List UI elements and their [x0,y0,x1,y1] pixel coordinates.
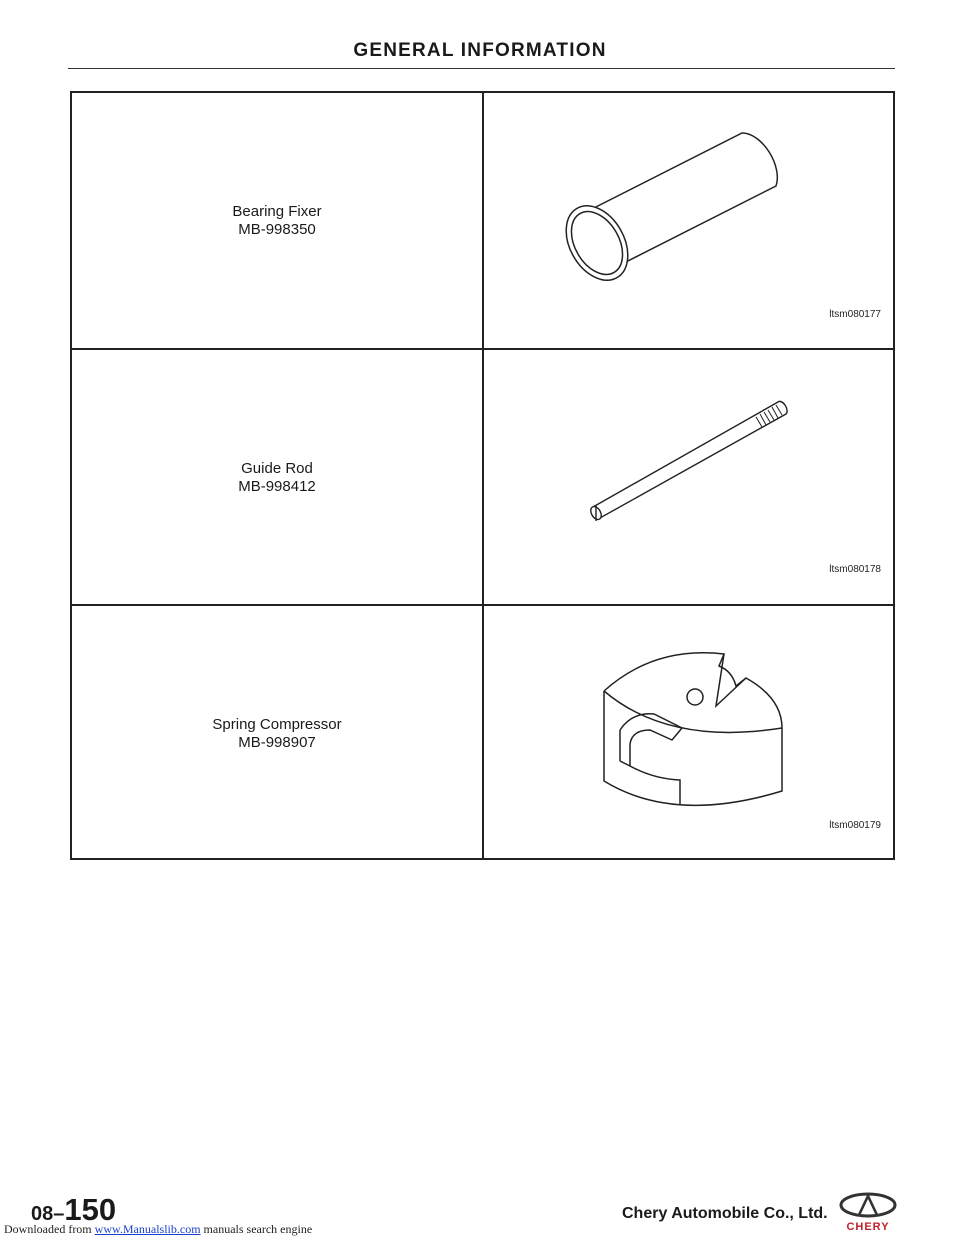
chery-logo [832,1191,904,1238]
image-code: ltsm080179 [829,820,881,831]
tool-image-cell [484,93,893,349]
page-section: 08– [31,1203,65,1225]
page-num: 150 [64,1192,117,1227]
tool-part-number: MB-998350 [238,221,316,238]
tool-row-spring-compressor [72,604,893,860]
tool-name: Guide Rod [241,460,313,477]
manualslib-link[interactable]: www.Manualslib.com [94,1222,201,1236]
tool-name-cell [72,350,484,604]
tool-name-cell [72,93,484,349]
tool-part-number: MB-998412 [238,478,316,495]
tool-name: Bearing Fixer [232,203,322,220]
download-footer [4,1222,312,1237]
tool-name: Spring Compressor [212,716,342,733]
chery-logo-icon [832,1191,904,1233]
download-suffix: manuals search engine [203,1222,313,1236]
tool-row-guide-rod [72,348,893,604]
special-tools-table [70,91,895,860]
logo-wordmark: CHERY [846,1221,890,1233]
header-rule [68,68,895,69]
company-name: Chery Automobile Co., Ltd. [622,1205,828,1222]
tool-name-cell [72,606,484,860]
tool-image-cell [484,606,893,860]
download-prefix: Downloaded from [4,1222,92,1236]
tool-label [72,716,482,752]
page-header-title: GENERAL INFORMATION [353,40,607,61]
image-code: ltsm080177 [829,309,881,320]
tool-image-cell [484,350,893,604]
tool-part-number: MB-998907 [238,734,316,751]
image-code: ltsm080178 [829,564,881,575]
tool-label [72,203,482,239]
tool-row-bearing-fixer [72,93,893,349]
tool-label [72,460,482,496]
